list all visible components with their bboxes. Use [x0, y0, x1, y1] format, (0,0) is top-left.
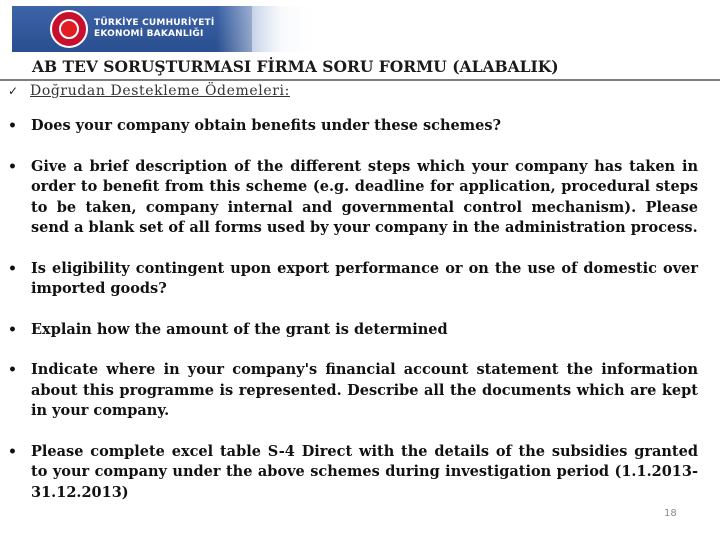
question-text: Give a brief description of the different steps which your company has taken in order to benefit from this scheme (e.g. deadline for application, procedural steps to be taken, company internal and governmental control mechanism). Please send a blank set of all forms used by your company in the administration process. [31, 157, 698, 236]
ministry-seal-icon [50, 10, 88, 48]
check-icon: ✓ [8, 84, 19, 98]
ministry-banner [12, 6, 324, 52]
list-item: • Explain how the amount of the grant is determined [8, 320, 448, 338]
title-divider [0, 79, 720, 81]
question-text: Please complete excel table S-4 Direct with the details of the subsidies granted to your company under the above schemes during investigation period (1.1.2013-31.12.2013) [31, 442, 698, 501]
section-heading: Doğrudan Destekleme Ödemeleri: [30, 83, 290, 99]
page-number: 18 [664, 508, 677, 519]
list-item: • Give a brief description of the different steps which your company has taken in order to benefit from this scheme (e.g. deadline for application, procedural steps to be taken, company internal and governmental control mechanism). Please send a blank set of all forms used by your company in the administration process. [8, 157, 698, 236]
question-text: Explain how the amount of the grant is determined [31, 320, 448, 338]
question-text: Is eligibility contingent upon export performance or on the use of domestic over imported goods? [31, 259, 698, 297]
question-list [8, 116, 698, 523]
page-title: AB TEV SORUŞTURMASI FİRMA SORU FORMU (ALABALIK) [32, 57, 559, 76]
banner-swoosh [217, 6, 327, 52]
list-item: • Does your company obtain benefits under these schemes? [8, 117, 502, 134]
question-text: Does your company obtain benefits under these schemes? [31, 117, 502, 134]
list-item: • Is eligibility contingent upon export performance or on the use of domestic over imported goods? [8, 259, 698, 297]
ministry-name: TÜRKİYE CUMHURİYETİ EKONOMİ BAKANLIĞI [94, 18, 215, 39]
list-item: • Indicate where in your company's financial account statement the information about this programme is represented. Describe all the documents which are kept in your company. [8, 361, 698, 419]
question-text: Indicate where in your company's financial account statement the information about this programme is represented. Describe all the documents which are kept in your company. [31, 361, 698, 419]
list-item: • Please complete excel table S-4 Direct with the details of the subsidies granted to your company under the above schemes during investigation period (1.1.2013-31.12.2013) [8, 442, 698, 501]
